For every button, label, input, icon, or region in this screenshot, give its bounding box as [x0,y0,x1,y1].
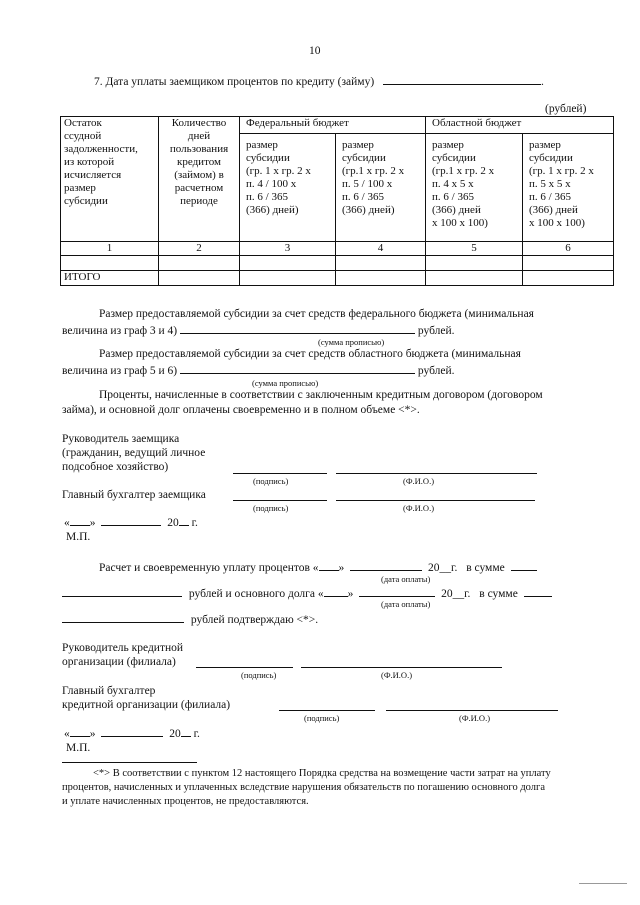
borrower-head-signature-line[interactable] [233,473,327,474]
data-cell[interactable] [159,256,240,271]
item-7-end: . [541,76,544,88]
borrower-accountant-signature-line[interactable] [233,500,327,501]
confirm-day-blank[interactable] [319,559,339,571]
principal-amount-blank[interactable] [62,611,184,623]
confirm-line2 [62,585,552,601]
principal-sum-blank[interactable] [524,585,552,597]
federal-caption: (сумма прописью) [318,337,385,347]
confirm-year: 20__г. [428,562,458,574]
data-cell[interactable] [61,256,159,271]
header-col4: размер субсидии (гр.1 x гр. 2 x п. 5 / 100 x п. 6 / 365 (366) дней) [336,134,426,242]
date-close-quote: » [89,728,96,740]
column-number: 4 [336,242,426,256]
header-col5: размер субсидии (гр.1 x гр. 2 x п. 4 x 5 x п. 6 / 365 (366) дней x 100 x 100) [426,134,523,242]
creditor-accountant-signature-line[interactable] [279,710,375,711]
borrower-head-fio-line[interactable] [336,473,537,474]
column-number: 2 [159,242,240,256]
regional-para-line1: Размер предоставляемой субсидии за счет средств областного бюджета (минимальная [99,348,521,360]
data-cell[interactable] [336,256,426,271]
borrower-head-label: Руководитель заемщика (гражданин, ведущий личное подсобное хозяйство) [62,433,206,473]
creditor-head-fio-line[interactable] [301,667,502,668]
footnote-line2: процентов, начисленных и уплаченных вследствие нарушения обязательств по погашению основного долга [62,782,546,793]
total-cell[interactable] [523,271,614,286]
year-prefix: 20 [167,517,179,529]
footnote-line3: и уплате начисленных процентов, не предоставляются. [62,796,309,807]
creditor-accountant-fio-line[interactable] [386,710,558,711]
federal-para-start: величина из граф 3 и 4) [62,325,178,337]
confirm-line1 [99,559,537,575]
regional-para-line2 [62,362,455,378]
creditor-stamp: М.П. [66,742,91,754]
interest-para-line2: займа), и основной долг оплачены своевременно и в полном объеме <*>. [62,404,420,416]
borrower-date [64,514,198,530]
page-number: 10 [309,45,321,57]
borrower-accountant-fio-line[interactable] [336,500,535,501]
column-number: 6 [523,242,614,256]
federal-para-end: рублей. [417,325,455,337]
fio-caption: (Ф.И.О.) [403,476,435,486]
regional-para-end: рублей. [417,365,455,377]
day-blank[interactable] [70,725,90,737]
year-suffix: г. [193,728,200,740]
confirm-month-blank[interactable] [350,559,422,571]
regional-amount-blank[interactable] [180,362,415,374]
borrower-accountant-label: Главный бухгалтер заемщика [62,489,206,501]
month-blank[interactable] [101,514,161,526]
confirm-line3 [62,611,318,627]
year-blank[interactable] [179,514,189,526]
principal-text: рублей и основного долга « [188,588,324,600]
interest-para-line1: Проценты, начисленные в соответствии с заключенным кредитным договором (договором [99,389,543,401]
header-federal-budget: Федеральный бюджет [240,117,426,134]
month-blank[interactable] [101,725,163,737]
subsidy-table [60,116,614,286]
header-balance: Остаток ссудной задолженности, из которой исчисляется размер субсидии [61,117,159,242]
creditor-head-label: Руководитель кредитной организации (филиала) [62,642,184,668]
federal-amount-blank[interactable] [180,322,415,334]
creditor-accountant-label: Главный бухгалтер кредитной организации (филиала) [62,685,231,711]
fio-caption: (Ф.И.О.) [403,503,435,513]
data-cell[interactable] [426,256,523,271]
payment-date-caption: (дата оплаты) [381,574,431,584]
principal-month-blank[interactable] [359,585,435,597]
principal-sum-label: в сумме [479,588,518,600]
confirm-close-quote: » [338,562,345,574]
confirm-end-text: рублей подтверждаю <*>. [190,614,319,626]
creditor-date [64,725,200,741]
interest-amount-blank[interactable] [62,585,182,597]
signature-caption: (подпись) [253,503,289,513]
confirm-text: Расчет и своевременную уплату процентов « [99,562,319,574]
signature-caption: (подпись) [253,476,289,486]
total-cell[interactable] [336,271,426,286]
column-number: 3 [240,242,336,256]
federal-para-line1: Размер предоставляемой субсидии за счет средств федерального бюджета (минимальная [99,308,534,320]
federal-para-line2 [62,322,455,338]
principal-year: 20__г. [441,588,471,600]
payment-date-blank[interactable] [383,73,541,85]
year-prefix: 20 [169,728,181,740]
total-label: ИТОГО [61,271,159,286]
confirm-sum-label: в сумме [466,562,505,574]
footnote-line1: <*> В соответствии с пунктом 12 настоящего Порядка средства на возмещение части затрат на уплату [93,768,551,779]
item-7-label [94,73,544,89]
principal-close-quote: » [347,588,354,600]
header-col6: размер субсидии (гр. 1 x гр. 2 x п. 5 x 5 x п. 6 / 365 (366) дней x 100 x 100) [523,134,614,242]
column-number: 5 [426,242,523,256]
signature-caption: (подпись) [241,670,277,680]
item-7-text: 7. Дата уплаты заемщиком процентов по кредиту (займу) [94,76,375,88]
day-blank[interactable] [70,514,90,526]
footnote-separator [62,762,197,763]
data-cell[interactable] [240,256,336,271]
header-days: Количество дней пользования кредитом (займом) в расчетном периоде [159,117,240,242]
borrower-stamp: М.П. [66,531,91,543]
year-blank[interactable] [181,725,191,737]
regional-para-start: величина из граф 5 и 6) [62,365,178,377]
total-cell[interactable] [240,271,336,286]
header-regional-budget: Областной бюджет [426,117,614,134]
date-open-quote: « [64,728,70,740]
header-col3: размер субсидии (гр. 1 x гр. 2 x п. 4 / 100 x п. 6 / 365 (366) дней) [240,134,336,242]
total-cell[interactable] [159,271,240,286]
total-cell[interactable] [426,271,523,286]
page-edge-mark [579,883,627,884]
creditor-head-signature-line[interactable] [196,667,293,668]
column-number: 1 [61,242,159,256]
year-suffix: г. [191,517,198,529]
units-label: (рублей) [545,103,587,115]
date-open-quote: « [64,517,70,529]
fio-caption: (Ф.И.О.) [459,713,491,723]
confirm-sum-blank[interactable] [511,559,537,571]
data-cell[interactable] [523,256,614,271]
date-close-quote: » [89,517,96,529]
payment-date-caption: (дата оплаты) [381,599,431,609]
fio-caption: (Ф.И.О.) [381,670,413,680]
signature-caption: (подпись) [304,713,340,723]
principal-day-blank[interactable] [324,585,348,597]
regional-caption: (сумма прописью) [252,378,319,388]
